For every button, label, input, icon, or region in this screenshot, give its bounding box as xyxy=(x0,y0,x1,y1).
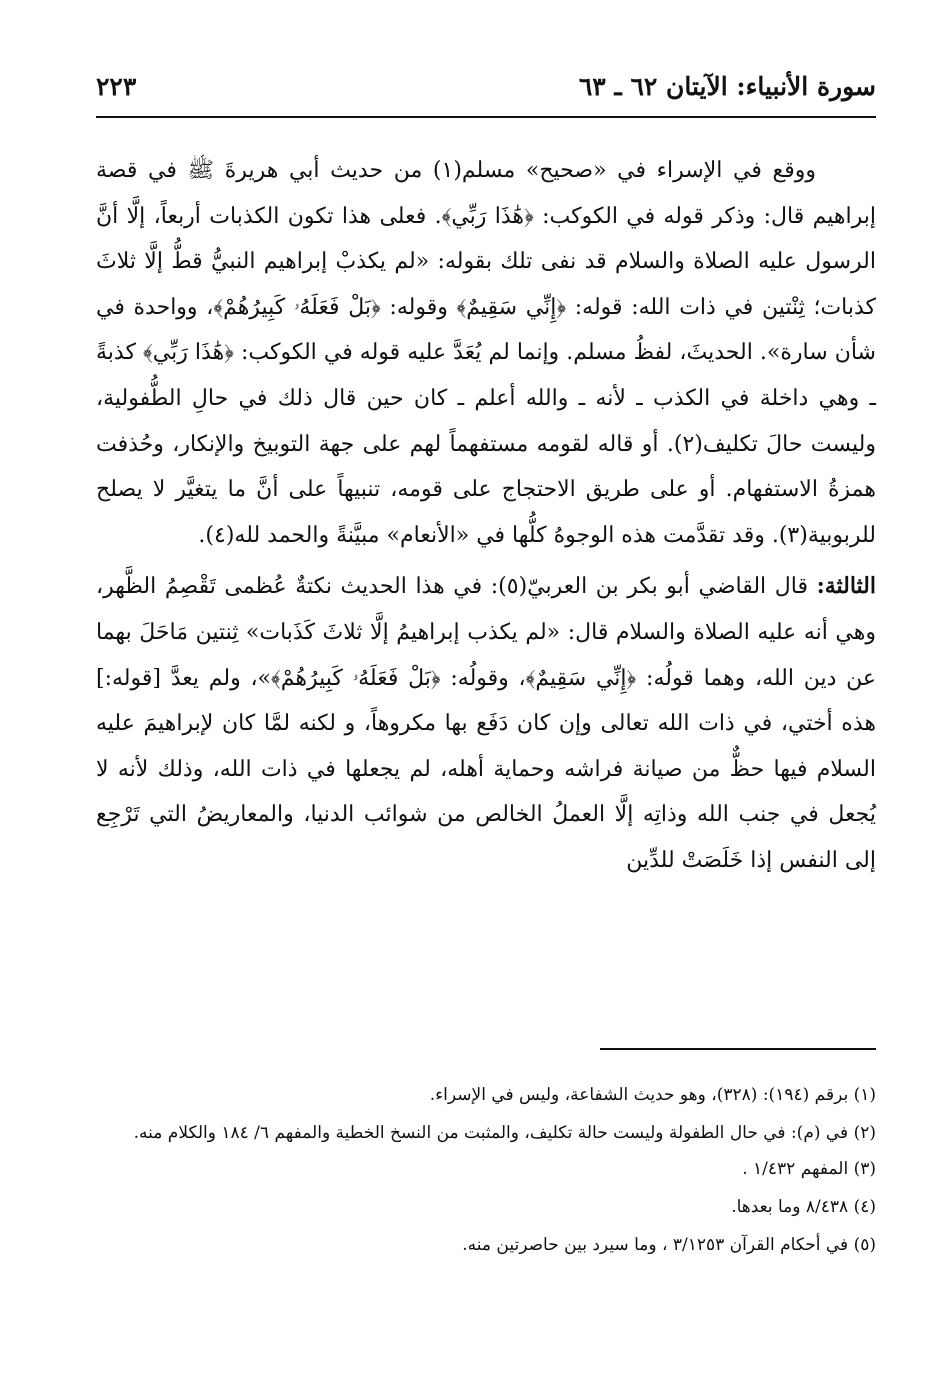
footnote: (١) برقم (١٩٤): (٣٢٨)، وهو حديث الشفاعة، وليس في الإسراء. xyxy=(429,1085,876,1105)
footnote: (٥) في أحكام القرآن ٣/١٢٥٣ ، وما سيرد بين حاصرتين منه. xyxy=(462,1235,876,1255)
paragraph xyxy=(96,564,876,883)
paragraph-text: ووقع في الإسراء في «صحيح» مسلم(١) من حديث أبي هريرةَ ﷺ في قصة إبراهيم قال: وذكر قوله في الكوكب: ﴿هَٰذَا رَبِّي﴾. فعلى هذا تكون الكذبات أربعاً، إلَّا أنَّ الرسول عليه الصلاة والسلام قد نفى تلك بقوله: «لم يكذبْ إبراهيم النبيُّ قطُّ إلَّا ثلاثَ كذبات؛ ثِنْتين في ذات الله: قوله: ﴿إِنِّي سَقِيمٌ﴾ وقوله: ﴿بَلْ فَعَلَهُۥ كَبِيرُهُمْ﴾، وواحدة في شأن سارة». الحديثَ، لفظُ مسلم. وإنما لم يُعَدَّ عليه قوله في الكوكب: ﴿هَٰذَا رَبِّي﴾ كذبةً ـ وهي داخلة في الكذب ـ لأنه ـ والله أعلم ـ كان حين قال ذلك في حالِ الطُّفولية، وليست حالَ تكليف(٢). أو قاله لقومه مستفهماً لهم على جهة التوبيخ والإنكار، وحُذفت همزةُ الاستفهام. أو على طريق الاحتجاج على قومه، تنبيهاً على أنَّ ما يتغيَّر لا يصلح للربوبية(٣). وقد تقدَّمت هذه الوجوهُ كلُّها في «الأنعام» مبيَّنةً والحمد لله(٤). xyxy=(96,158,876,548)
page-header xyxy=(96,66,876,118)
main-text xyxy=(96,148,876,884)
footnote: (٣) المفهم ١/٤٣٢ . xyxy=(742,1159,876,1179)
paragraph-lead: الثالثة: xyxy=(816,573,876,600)
footnote: (٤) ٨/٤٣٨ وما بعدها. xyxy=(731,1197,876,1217)
footnotes xyxy=(96,1080,876,1268)
footnote: (٢) في (م): في حال الطفولة وليست حالة تكليف، والمثبت من النسخ الخطية والمفهم ٦/ ١٨٤ والكلام منه. xyxy=(133,1123,876,1143)
paragraph xyxy=(96,148,876,558)
paragraph-text: قال القاضي أبو بكر بن العربيّ(٥): في هذا الحديث نكتةٌ عُظمى تَقْصِمُ الظَّهر، وهي أنه عليه الصلاة والسلام قال: «لم يكذب إبراهيمُ إلَّا ثلاثَ كَذَبات» ثِنتين مَاحَلَ بهما عن دين الله، وهما قولُه: ﴿إِنِّي سَقِيمٌ﴾، وقولُه: ﴿بَلْ فَعَلَهُۥ كَبِيرُهُمْ﴾»، ولم يعدَّ [قوله:] هذه أختي، في ذات الله تعالى وإن كان دَفَع بها مكروهاً، و لكنه لمَّا كان لإبراهيمَ عليه السلام فيها حظٌّ من صيانة فراشه وحماية أهله، لم يجعلها في ذات الله، وذلك لأنه لا يُجعل في جنب الله وذاتِه إلَّا العملُ الخالص من شوائب الدنيا، والمعاريضُ التي تَرْجِع إلى النفس إذا خَلَصَتْ للدِّين xyxy=(96,574,876,873)
footnote-separator xyxy=(600,1048,876,1050)
running-title: سورة الأنبياء: الآيتان ٦٢ ـ ٦٣ xyxy=(578,72,876,101)
page-number: ٢٢٣ xyxy=(96,72,137,101)
